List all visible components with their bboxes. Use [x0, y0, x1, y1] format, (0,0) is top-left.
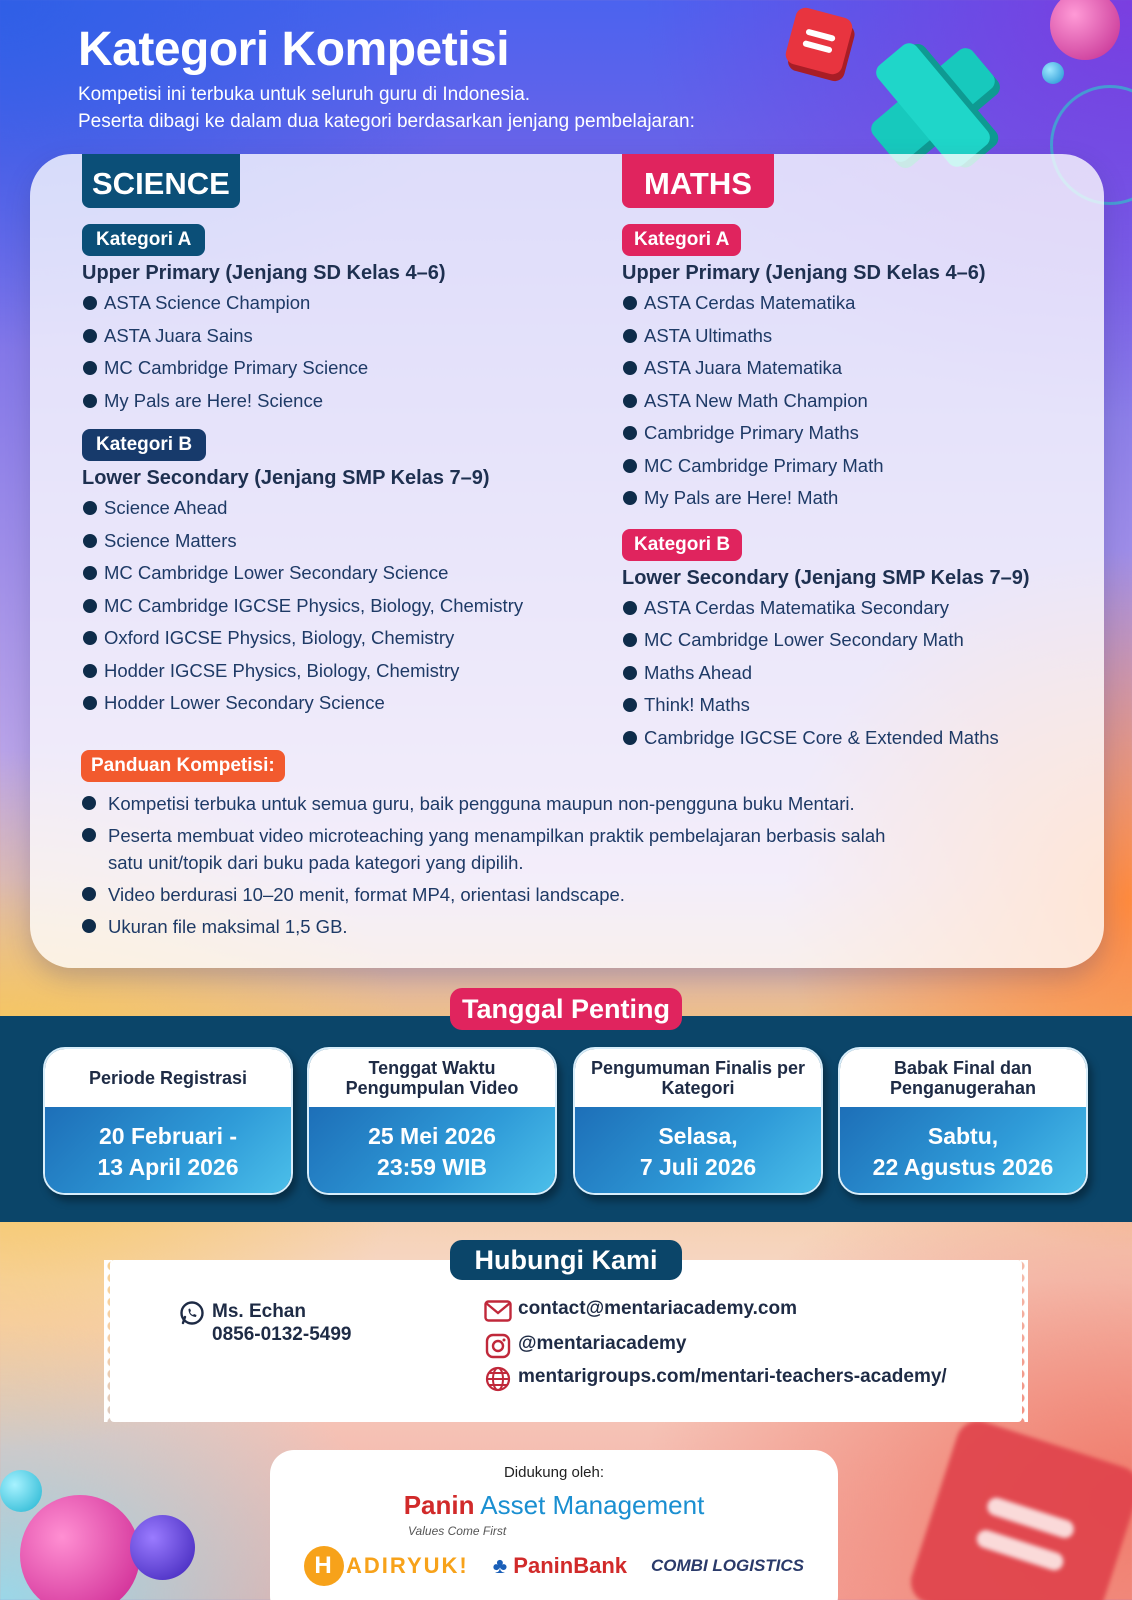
maths-column [622, 154, 1092, 754]
date-card-final-round [838, 1047, 1088, 1195]
list-item: MC Cambridge Primary Math [622, 450, 1092, 483]
date-card-registration [43, 1047, 293, 1195]
page-title: Kategori Kompetisi [78, 23, 510, 76]
date-card-label: Tenggat Waktu Pengumpulan Video [309, 1049, 555, 1107]
panin-asset-management-logo: Panin Asset Management [403, 1490, 705, 1520]
guidelines-list [81, 790, 921, 940]
list-item: Cambridge Primary Maths [622, 417, 1092, 450]
maths-kategori-b-level: Lower Secondary (Jenjang SMP Kelas 7–9) [622, 566, 1030, 589]
sponsors-label: Didukung oleh: [503, 1464, 605, 1481]
science-kategori-a-level: Upper Primary (Jenjang SD Kelas 4–6) [82, 262, 446, 284]
list-item: ASTA Cerdas Matematika Secondary [622, 592, 1092, 625]
science-column [82, 154, 602, 720]
list-item: ASTA Juara Matematika [622, 352, 1092, 385]
globe-icon [484, 1366, 512, 1392]
panin-tagline: Values Come First [408, 1524, 507, 1538]
list-item: MC Cambridge IGCSE Physics, Biology, Chemistry [82, 590, 602, 623]
science-kategori-a-list [82, 287, 602, 417]
date-card-value: 20 Februari - 13 April 2026 [45, 1107, 291, 1195]
list-item: Cambridge IGCSE Core & Extended Maths [622, 722, 1092, 755]
science-kategori-b-list [82, 492, 602, 720]
list-item: Science Matters [82, 525, 602, 558]
sponsor-logos-row [304, 1546, 804, 1586]
date-card-value: Sabtu, 22 Agustus 2026 [840, 1107, 1086, 1195]
purple-sphere-decoration [130, 1515, 195, 1580]
science-kategori-b-level: Lower Secondary (Jenjang SMP Kelas 7–9) [82, 467, 490, 489]
whatsapp-icon [178, 1300, 206, 1326]
list-item: MC Cambridge Lower Secondary Math [622, 624, 1092, 657]
contact-website-text[interactable]: mentarigroups.com/mentari-teachers-academy/ [518, 1366, 947, 1387]
list-item: My Pals are Here! Science [82, 385, 602, 418]
contact-heading: Hubungi Kami [450, 1240, 682, 1280]
guidelines-section [81, 750, 921, 945]
date-card-video-deadline [307, 1047, 557, 1195]
instagram-icon [484, 1333, 512, 1359]
list-item: Hodder Lower Secondary Science [82, 687, 602, 720]
mail-icon [484, 1298, 512, 1324]
contact-person [178, 1300, 351, 1346]
list-item: Peserta membuat video microteaching yang menampilkan praktik pembelajaran berbasis salah satu unit/topik dari buku pada kategori yang dipilih. [81, 822, 921, 876]
blue-sphere-decoration [1042, 62, 1064, 84]
list-item: Maths Ahead [622, 657, 1092, 690]
contact-name: Ms. Echan [212, 1301, 306, 1322]
maths-heading: MATHS [622, 154, 774, 208]
list-item: Hodder IGCSE Physics, Biology, Chemistry [82, 655, 602, 688]
maths-kategori-a-list [622, 287, 1092, 515]
list-item: ASTA Ultimaths [622, 320, 1092, 353]
red-cube-decoration [783, 5, 854, 76]
paninbank-logo: ♣ PaninBank [492, 1553, 627, 1578]
science-kategori-b-badge: Kategori B [82, 429, 206, 461]
page-subtitle: Kompetisi ini terbuka untuk seluruh guru di Indonesia. Peserta dibagi ke dalam dua kategori berdasarkan jenjang pembelajaran: [78, 84, 695, 132]
important-dates-heading: Tanggal Penting [450, 988, 682, 1030]
contact-email-text[interactable]: contact@mentariacademy.com [518, 1298, 797, 1319]
maths-kategori-b-list [622, 592, 1092, 755]
list-item: ASTA Juara Sains [82, 320, 602, 353]
cyan-sphere-decoration [0, 1470, 42, 1512]
contact-card [110, 1260, 1022, 1422]
list-item: MC Cambridge Primary Science [82, 352, 602, 385]
date-card-label: Pengumuman Finalis per Kategori [575, 1049, 821, 1107]
contact-email[interactable] [484, 1298, 797, 1324]
list-item: ASTA Science Champion [82, 287, 602, 320]
science-kategori-a-badge: Kategori A [82, 224, 205, 256]
list-item: My Pals are Here! Math [622, 482, 1092, 515]
contact-instagram[interactable] [484, 1333, 687, 1359]
sponsors-card [270, 1450, 838, 1600]
list-item: Video berdurasi 10–20 menit, format MP4, orientasi landscape. [81, 881, 921, 908]
date-card-label: Babak Final dan Penganugerahan [840, 1049, 1086, 1107]
list-item: Kompetisi terbuka untuk semua guru, baik pengguna maupun non-pengguna buku Mentari. [81, 790, 921, 817]
magenta-sphere-decoration [20, 1495, 140, 1600]
list-item: ASTA Cerdas Matematika [622, 287, 1092, 320]
maths-kategori-a-badge: Kategori A [622, 224, 741, 256]
list-item: Science Ahead [82, 492, 602, 525]
date-card-value: Selasa, 7 Juli 2026 [575, 1107, 821, 1195]
combi-logistics-logo: COMBI LOGISTICS [651, 1556, 804, 1575]
equals-cube-decoration [905, 1415, 1132, 1600]
list-item: MC Cambridge Lower Secondary Science [82, 557, 602, 590]
contact-website[interactable] [484, 1366, 947, 1392]
hadiryuk-logo: H ADIRYUK! [304, 1546, 469, 1586]
date-card-label: Periode Registrasi [45, 1049, 291, 1107]
contact-phone[interactable]: 0856-0132-5499 [212, 1324, 352, 1345]
list-item: ASTA New Math Champion [622, 385, 1092, 418]
maths-kategori-a-level: Upper Primary (Jenjang SD Kelas 4–6) [622, 262, 986, 284]
contact-instagram-text[interactable]: @mentariacademy [518, 1333, 687, 1354]
guidelines-badge: Panduan Kompetisi: [81, 750, 285, 782]
pink-sphere-decoration [1050, 0, 1120, 60]
list-item: Ukuran file maksimal 1,5 GB. [81, 913, 921, 940]
maths-kategori-b-badge: Kategori B [622, 529, 742, 561]
list-item: Oxford IGCSE Physics, Biology, Chemistry [82, 622, 602, 655]
science-heading: SCIENCE [82, 154, 240, 208]
list-item: Think! Maths [622, 689, 1092, 722]
date-card-finalist-announcement [573, 1047, 823, 1195]
date-card-value: 25 Mei 2026 23:59 WIB [309, 1107, 555, 1195]
